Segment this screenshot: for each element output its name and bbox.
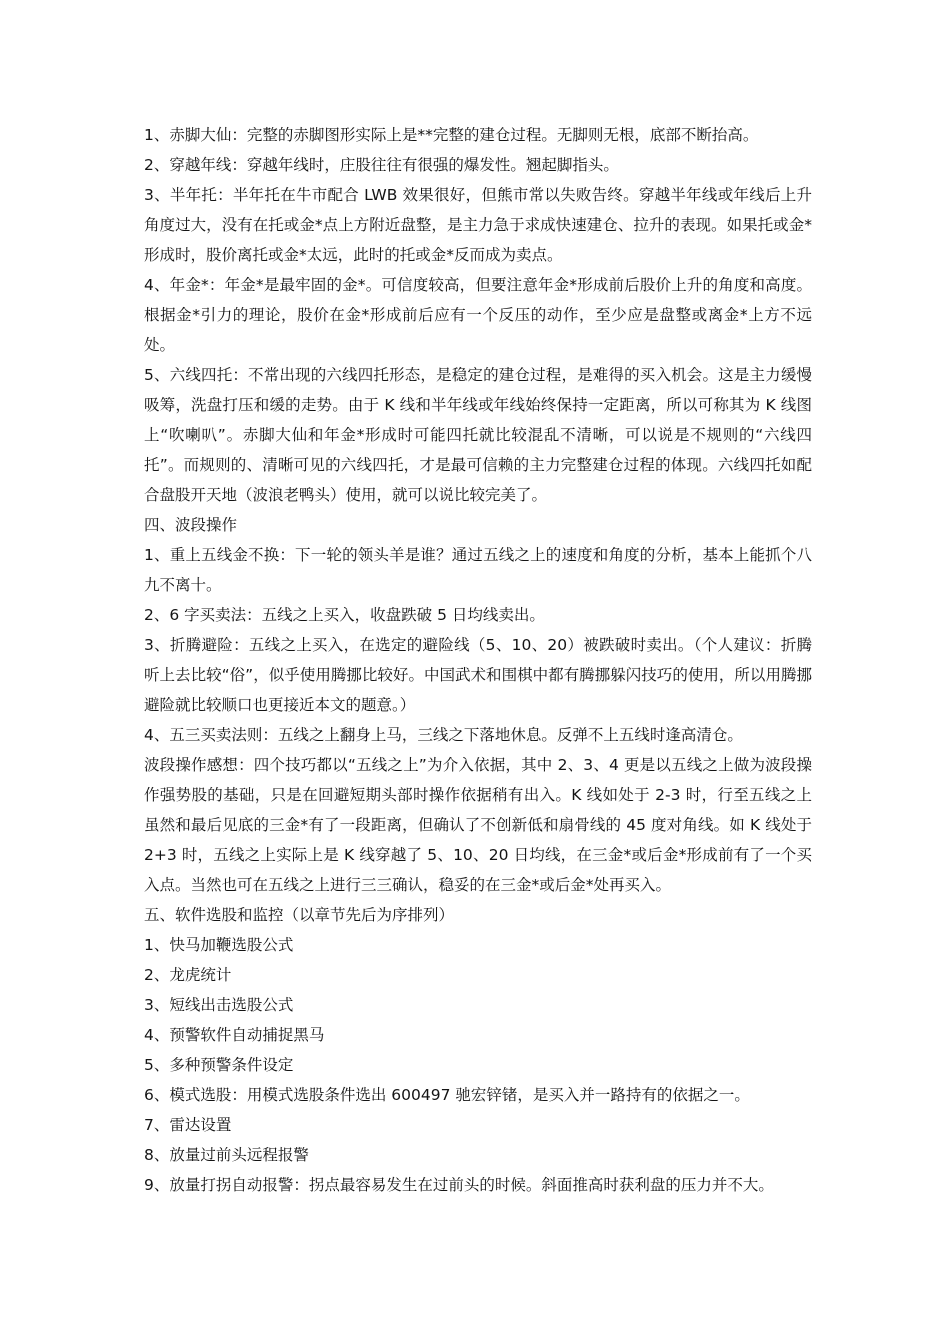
paragraph-back-above-five-lines: 1、重上五线金不换：下一轮的领头羊是谁？通过五线之上的速度和角度的分析，基本上能抓个八九不离十。 <box>144 546 812 594</box>
paragraph-half-year-support: 3、半年托：半年托在牛市配合 LWB 效果很好，但熊市常以失败告终。穿越半年线或年线后上升角度过大，没有在托或金*点上方附近盘整，是主力急于求成快速建仓、拉升的表现。如果托或金*形成时，股价离托或金*太远，此时的托或金*反而成为卖点。 <box>144 186 812 264</box>
section-heading-band-operation: 四、波段操作 <box>144 516 238 534</box>
paragraph-band-operation-thoughts: 波段操作感想：四个技巧都以“五线之上”为介入依据，其中 2、3、4 更是以五线之上做为波段操作强势股的基础，只是在回避短期头部时操作依据稍有出入。K 线如处于 2-3 时，行至五线之上虽然和最后见底的三金*有了一段距离，但确认了不创新低和扇骨线的 45 度对角线。如 K 线处于 2+3 时，五线之上实际上是 K 线穿越了 5、10、20 日均线，在三金*或后金*形成前有了一个买入点。当然也可在五线之上进行三三确认，稳妥的在三金*或后金*处再买入。 <box>144 756 812 894</box>
list-item-6: 6、模式选股：用模式选股条件选出 600497 驰宏锌锗，是买入并一路持有的依据之一。 <box>144 1086 750 1104</box>
paragraph-cross-year-line: 2、穿越年线：穿越年线时，庄股往往有很强的爆发性。翘起脚指头。 <box>144 156 619 174</box>
section-heading-software-screening: 五、软件选股和监控（以章节先后为序排列） <box>144 906 455 924</box>
list-item-9: 9、放量打拐自动报警：拐点最容易发生在过前头的时候。斜面推高时获利盘的压力并不大。 <box>144 1176 774 1194</box>
paragraph-year-golden-cross: 4、年金*：年金*是最牢固的金*。可信度较高，但要注意年金*形成前后股价上升的角度和高度。根据金*引力的理论，股价在金*形成前后应有一个反压的动作，至少应是盘整或离金*上方不远处。 <box>144 276 812 354</box>
paragraph-red-foot-immortal: 1、赤脚大仙：完整的赤脚图形实际上是**完整的建仓过程。无脚则无根，底部不断抬高。 <box>144 126 759 144</box>
list-item-1: 1、快马加鞭选股公式 <box>144 936 294 954</box>
document-body <box>144 120 812 1200</box>
list-item-7: 7、雷达设置 <box>144 1116 232 1134</box>
paragraph-six-lines-four-supports: 5、六线四托：不常出现的六线四托形态，是稳定的建仓过程，是难得的买入机会。这是主力缓慢吸筹，洗盘打压和缓的走势。由于 K 线和半年线或年线始终保持一定距离，所以可称其为 K 线图上“吹喇叭”。赤脚大仙和年金*形成时可能四托就比较混乱不清晰，可以说是不规则的“六线四托”。而规则的、清晰可见的六线四托，才是最可信赖的主力完整建仓过程的体现。六线四托如配合盘股开天地（波浪老鸭头）使用，就可以说比较完美了。 <box>144 366 812 504</box>
list-item-2: 2、龙虎统计 <box>144 966 232 984</box>
list-item-4: 4、预警软件自动捕捉黑马 <box>144 1026 325 1044</box>
list-item-3: 3、短线出击选股公式 <box>144 996 294 1014</box>
paragraph-five-three-rule: 4、五三买卖法则：五线之上翻身上马，三线之下落地休息。反弹不上五线时逢高清仓。 <box>144 726 743 744</box>
list-item-8: 8、放量过前头远程报警 <box>144 1146 309 1164</box>
paragraph-risk-avoidance: 3、折腾避险：五线之上买入，在选定的避险线（5、10、20）被跌破时卖出。（个人建议：折腾听上去比较“俗”，似乎使用腾挪比较好。中国武术和围棋中都有腾挪躲闪技巧的使用，所以用腾挪避险就比较顺口也更接近本文的题意。） <box>144 636 812 714</box>
list-item-5: 5、多种预警条件设定 <box>144 1056 294 1074</box>
paragraph-six-buy-sell-method: 2、6 字买卖法：五线之上买入，收盘跌破 5 日均线卖出。 <box>144 606 545 624</box>
